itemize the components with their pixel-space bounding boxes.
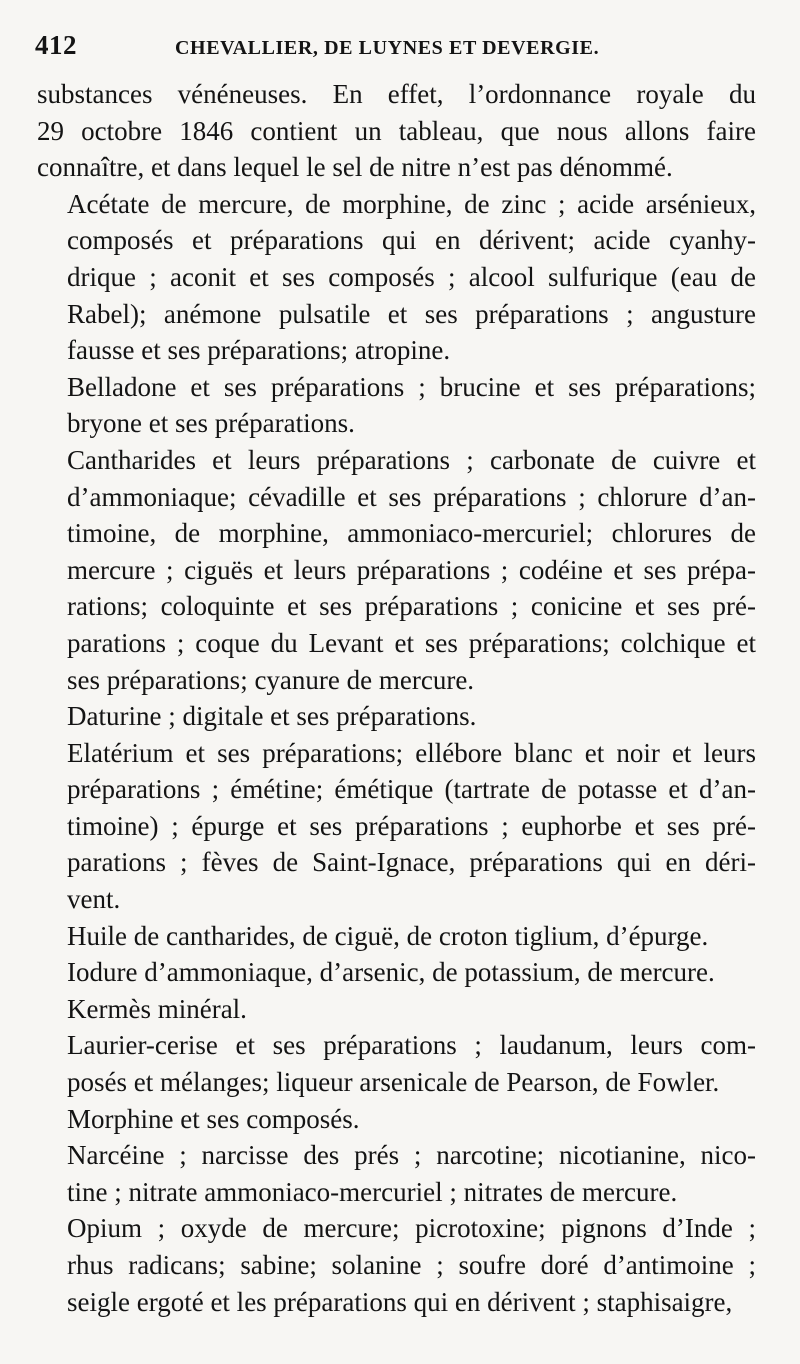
text-line: posés et mélanges; liqueur arsenicale de Pearson, de Fowler. [67,1067,720,1098]
text-line: Belladone et ses préparations ; brucine et ses préparations; [67,371,756,402]
paragraph [37,76,756,186]
text-line: parations ; fèves de Saint-Ignace, préparations qui en déri- [67,847,756,878]
text-line: fausse et ses préparations; atropine. [67,335,451,366]
paragraph [37,698,756,735]
text-line: ses préparations; cyanure de mercure. [67,664,475,695]
text-line: vent. [67,884,121,915]
text-line: Kermès minéral. [67,993,247,1024]
paragraph [37,1101,756,1138]
text-line: seigle ergoté et les préparations qui en dérivent ; staphisaigre, [67,1286,733,1317]
text-line: timoine, de morphine, ammoniaco-mercuriel; chlorures de [67,518,756,549]
text-line: mercure ; ciguës et leurs préparations ; codéine et ses prépa- [67,554,756,585]
body-text [37,76,756,1320]
text-line: préparations ; émétine; émétique (tartrate de potasse et d’an- [67,774,756,805]
paragraph [37,954,756,991]
text-line: d’ammoniaque; cévadille et ses préparations ; chlorure d’an- [67,481,756,512]
paragraph [37,1027,756,1100]
page-number: 412 [35,30,77,60]
text-line: rhus radicans; sabine; solanine ; soufre doré d’antimoine ; [67,1250,756,1280]
text-line: Cantharides et leurs préparations ; carbonate de cuivre et [67,444,756,475]
text-line: Opium ; oxyde de mercure; picrotoxine; pignons d’Inde ; [67,1213,756,1244]
text-line: Laurier-cerise et ses préparations ; laudanum, leurs com- [67,1030,756,1061]
running-title: CHEVALLIER, DE LUYNES ET DEVERGIE. [175,37,600,59]
paragraph [37,1210,756,1320]
text-line: Huile de cantharides, de ciguë, de croton tiglium, d’épurge. [67,920,709,951]
paragraph [37,1137,756,1210]
text-line: Morphine et ses composés. [67,1103,360,1134]
text-line: substances vénéneuses. En effet, l’ordonnance royale du [37,79,756,109]
text-line: bryone et ses préparations. [67,408,355,439]
text-line: Narcéine ; narcisse des prés ; narcotine; nicotianine, nico- [67,1140,756,1171]
text-line: Elatérium et ses préparations; ellébore blanc et noir et leurs [67,737,756,768]
text-line: Iodure d’ammoniaque, d’arsenic, de potassium, de mercure. [67,957,715,988]
text-line: connaître, et dans lequel le sel de nitre n’est pas dénommé. [37,152,673,183]
text-line: 29 octobre 1846 contient un tableau, que nous allons faire [37,115,756,146]
paragraph [37,918,756,955]
text-line: Acétate de mercure, de morphine, de zinc ; acide arsénieux, [67,188,756,219]
paragraph [37,442,756,698]
paragraph [37,369,756,442]
text-line: Daturine ; digitale et ses préparations. [67,701,477,732]
text-line: Rabel); anémone pulsatile et ses préparations ; angusture [67,298,756,329]
text-line: parations ; coque du Levant et ses préparations; colchique et [67,627,756,658]
text-line: tine ; nitrate ammoniaco-mercuriel ; nitrates de mercure. [67,1176,678,1207]
paragraph [37,991,756,1028]
text-line: drique ; aconit et ses composés ; alcool sulfurique (eau de [67,261,756,292]
text-line: composés et préparations qui en dérivent; acide cyanhy- [67,225,756,256]
paragraph [37,735,756,918]
text-line: timoine) ; épurge et ses préparations ; euphorbe et ses pré- [67,810,756,841]
text-line: rations; coloquinte et ses préparations ; conicine et ses pré- [67,591,756,622]
paragraph [37,186,756,369]
running-head [37,30,756,70]
